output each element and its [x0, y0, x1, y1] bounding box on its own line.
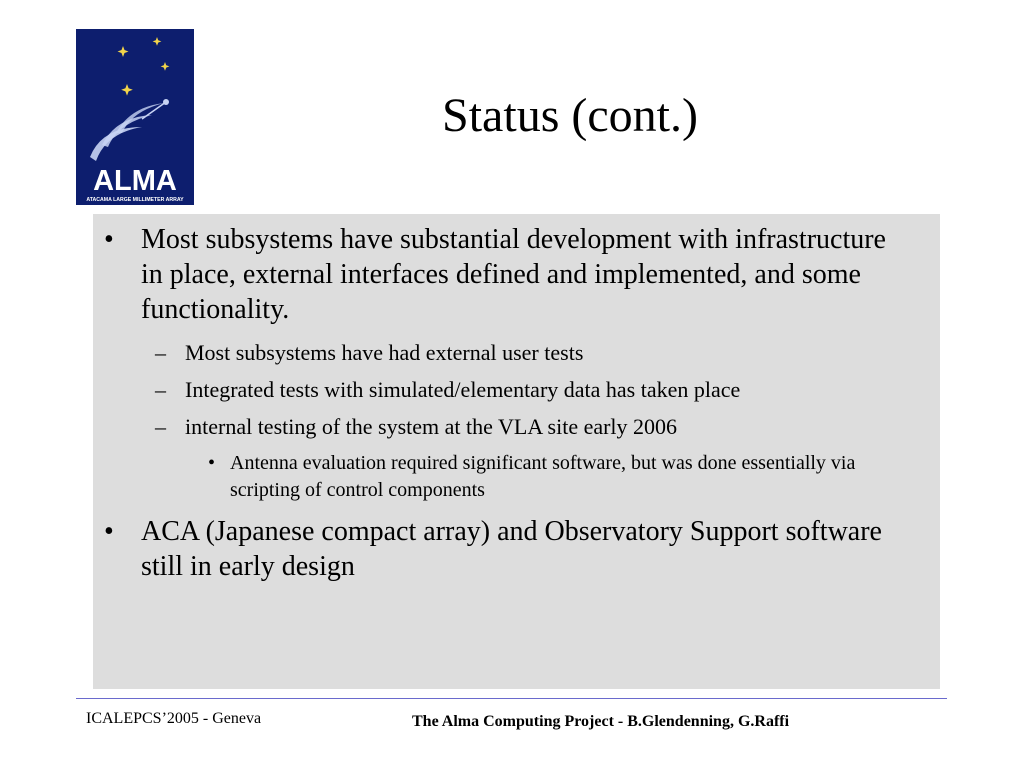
- slide-title: Status (cont.): [442, 89, 698, 142]
- bullet-marker: •: [104, 224, 114, 255]
- bullet-item: [104, 222, 914, 327]
- sub-bullet-item: [155, 376, 915, 404]
- bullet-marker: •: [208, 452, 216, 474]
- bullet-text: ACA (Japanese compact array) and Observatory Support software still in early design: [141, 516, 882, 582]
- bullet-marker: •: [104, 516, 114, 547]
- content-panel: [93, 214, 940, 689]
- bullet-item: [104, 514, 914, 584]
- sub-bullet-text: internal testing of the system at the VLA site early 2006: [185, 414, 678, 439]
- footer-divider: [76, 698, 947, 699]
- sub-sub-bullet-item: [208, 450, 898, 504]
- sub-bullet-item: [155, 413, 915, 441]
- sub-bullet-item: [155, 339, 915, 367]
- logo-tagline: ATACAMA LARGE MILLIMETER ARRAY: [86, 197, 184, 203]
- sub-bullet-text: Integrated tests with simulated/elementary data has taken place: [185, 377, 741, 402]
- footer-conference: ICALEPCS’2005 - Geneva: [86, 710, 262, 727]
- dash-marker: –: [155, 340, 166, 365]
- footer-project-credit: The Alma Computing Project - B.Glendenning, G.Raffi: [412, 713, 790, 730]
- logo-wordmark: ALMA: [93, 165, 177, 197]
- dash-marker: –: [155, 414, 166, 439]
- sub-sub-bullet-text: Antenna evaluation required significant software, but was done essentially via scripting of control components: [230, 452, 856, 501]
- dash-marker: –: [155, 377, 166, 402]
- alma-logo: [76, 29, 194, 205]
- sub-bullet-text: Most subsystems have had external user tests: [185, 340, 584, 365]
- bullet-text: Most subsystems have substantial development with infrastructure in place, external interfaces defined and implemented, and some functionality.: [141, 224, 886, 325]
